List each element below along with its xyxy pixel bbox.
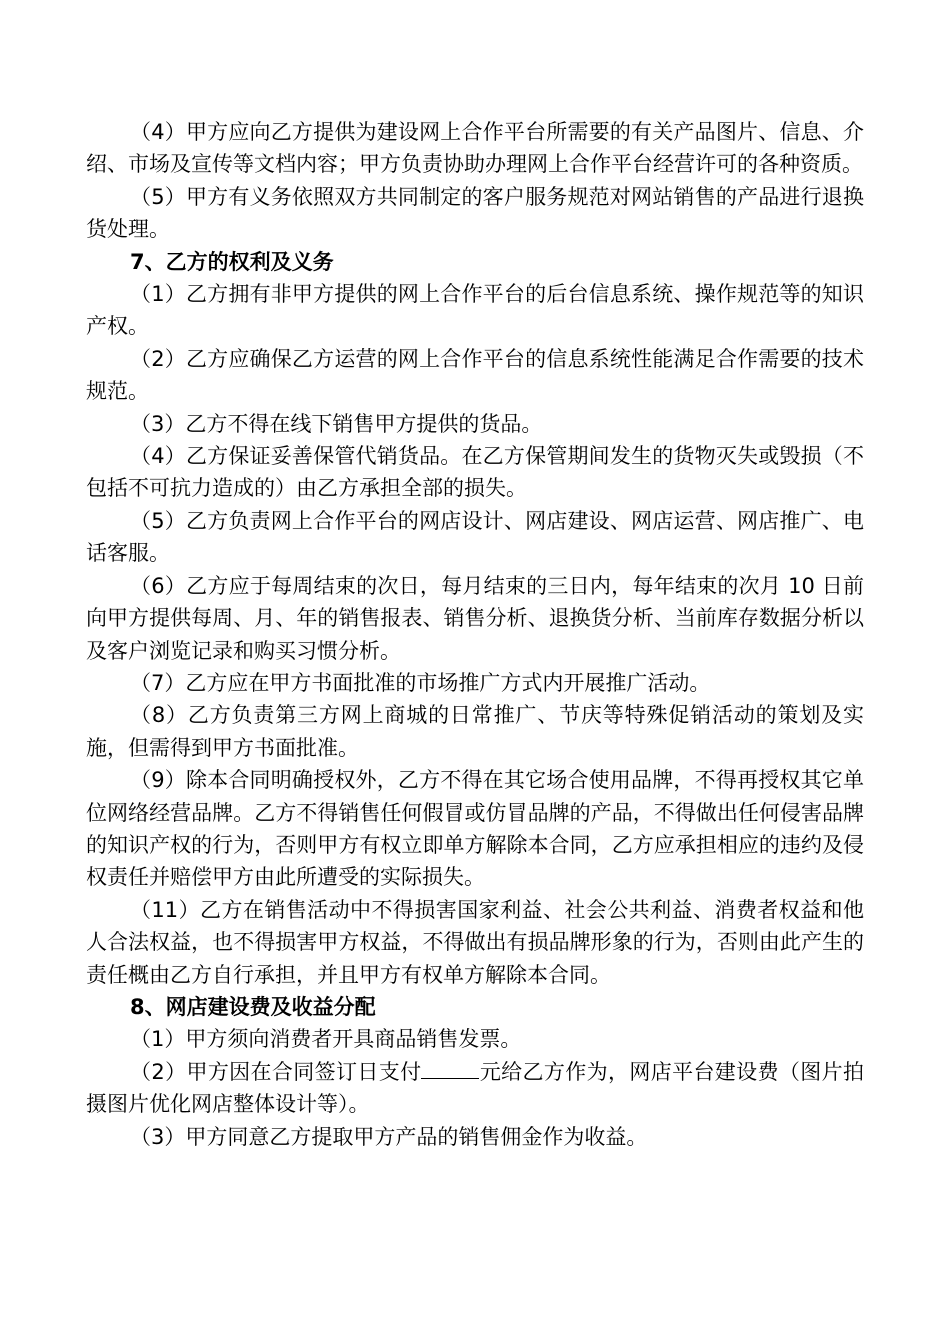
sec8-item-1: （1）甲方须向消费者开具商品销售发票。	[130, 1027, 522, 1052]
sec7-item-3: （3）乙方不得在线下销售甲方提供的货品。	[130, 411, 543, 436]
sec6-item-5: （5）甲方有义务依照双方共同制定的客户服务规范对网站销售的产品进行退换货处理。	[86, 184, 864, 242]
sec7-item-11: （11）乙方在销售活动中不得损害国家利益、社会公共利益、消费者权益和他人合法权益，也不得损害甲方权益，不得做出有损品牌形象的行为，否则由此产生的责任概由乙方自行承担，并且甲方有权单方解除本合同。	[86, 897, 864, 987]
sec7-item-4: （4）乙方保证妥善保管代销货品。在乙方保管期间发生的货物灭失或毁损（不包括不可抗力造成的）由乙方承担全部的损失。	[86, 444, 864, 501]
sec8-item-3: （3）甲方同意乙方提取甲方产品的销售佣金作为收益。	[130, 1124, 648, 1149]
document-page	[86, 116, 864, 1153]
sec7-item-1: （1）乙方拥有非甲方提供的网上合作平台的后台信息系统、操作规范等的知识产权。	[86, 282, 864, 339]
sec7-item-6: （6）乙方应于每周结束的次日，每月结束的三日内，每年结束的次月 10 日前向甲方提供每周、月、年的销售报表、销售分析、退换货分析、当前库存数据分析以及客户浏览记录和购买习惯分析。	[86, 573, 864, 663]
amount-blank-line	[421, 1056, 479, 1079]
sec7-item-7: （7）乙方应在甲方书面批准的市场推广方式内开展推广活动。	[130, 670, 711, 695]
section-7-heading: 7、乙方的权利及义务	[130, 249, 334, 274]
sec8-item-2-after: 元给乙方作为，网店平台建设费（图片拍摄图片优化网店整体设计等）。	[86, 1059, 864, 1117]
sec7-item-2: （2）乙方应确保乙方运营的网上合作平台的信息系统性能满足合作需要的技术规范。	[86, 346, 864, 404]
sec8-item-2-before: （2）甲方因在合同签订日支付	[130, 1059, 422, 1084]
sec7-item-8: （8）乙方负责第三方网上商城的日常推广、节庆等特殊促销活动的策划及实施，但需得到甲方书面批准。	[86, 703, 864, 760]
sec6-item-4: （4）甲方应向乙方提供为建设网上合作平台所需要的有关产品图片、信息、介绍、市场及宣传等文档内容；甲方负责协助办理网上合作平台经营许可的各种资质。	[86, 120, 864, 177]
sec7-item-5: （5）乙方负责网上合作平台的网店设计、网店建设、网店运营、网店推广、电话客服。	[86, 508, 864, 566]
sec8-item-2	[86, 1056, 864, 1121]
sec7-item-9: （9）除本合同明确授权外，乙方不得在其它场合使用品牌，不得再授权其它单位网络经营品牌。乙方不得销售任何假冒或仿冒品牌的产品，不得做出任何侵害品牌的知识产权的行为，否则甲方有权立即单方解除本合同，乙方应承担相应的违约及侵权责任并赔偿甲方由此所遭受的实际损失。	[86, 768, 864, 890]
section-8-heading: 8、网店建设费及收益分配	[130, 994, 376, 1019]
